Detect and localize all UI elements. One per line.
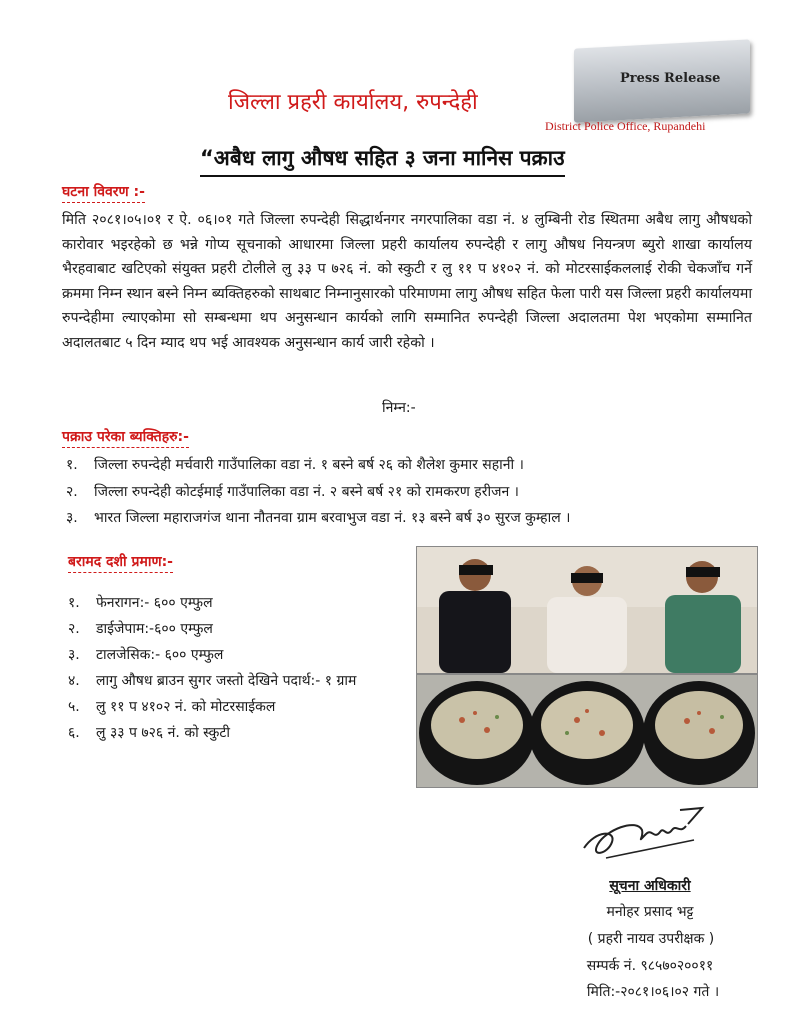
list-text: जिल्ला रुपन्देही मर्चवारी गाउँपालिका वडा नं. १ बस्ने बर्ष २६ को शैलेश कुमार सहानी । xyxy=(94,457,524,473)
evidence-item xyxy=(68,723,230,742)
headline: “अबैध लागु औषध सहित ३ जना मानिस पक्राउ xyxy=(200,144,565,177)
arrested-persons-photo xyxy=(416,546,758,674)
evidence-item xyxy=(68,697,275,716)
list-number: ६. xyxy=(68,725,80,741)
list-text: टालजेसिक:- ६०० एम्फुल xyxy=(96,647,224,663)
list-text: जिल्ला रुपन्देही कोटईमाई गाउँपालिका वडा नं. २ बस्ने बर्ष २१ को रामकरण हरीजन । xyxy=(94,484,519,500)
signatory-name: मनोहर प्रसाद भट्ट xyxy=(606,904,694,920)
list-number: ३. xyxy=(66,510,78,526)
incident-body: मिति २०८१।०५।०१ र ऐ. ०६।०१ गते जिल्ला रुपन्देही सिद्धार्थनगर नगरपालिका वडा नं. ४ लुम्बिनी रोड स्थितमा अबैध लागु औषधको कारोवार भइरहेको छ भन्ने गोप्य सूचनाको आधारमा जिल्ला प्रहरी कार्यालय रुपन्देही र लागु औषध नियन्त्रण ब्युरो शाखा कार्यालय भैरहवाबाट खटिएको संयुक्त प्रहरी टोलीले लु ३३ प ७२६ नं. को स्कुटी र लु ११ प ४१०२ नं. को मोटरसाईकललाई रोकी चेकजाँच गर्ने क्रममा निम्न स्थान बस्ने निम्न ब्यक्तिहरुको साथबाट निम्नानुसारको परिमाणमा लागु औषध सहित फेला पारी यस जिल्ला प्रहरी कार्यालयमा रुपन्देहीमा ल्याएकोमा सो सम्बन्धमा थप अनुसन्धान कार्यको लागि सम्मानित रुपन्देही जिल्ला अदालतमा पेश भएकोमा सम्मानित अदालतबाट ५ दिन म्याद थप भई आवश्यक अनुसन्धान कार्य जारी रहेको । xyxy=(62,212,752,351)
list-text: फेनरागन:- ६०० एम्फुल xyxy=(96,595,213,611)
list-text: डाईजेपाम:-६०० एम्फुल xyxy=(96,621,213,637)
contact-number: सम्पर्क नं. ९८५७०२००११ xyxy=(586,958,714,974)
list-text: लु ११ प ४१०२ नं. को मोटरसाईकल xyxy=(96,699,276,715)
release-date: मिति:-२०८१।०६।०२ गते । xyxy=(586,984,720,1000)
arrested-item xyxy=(66,455,524,474)
arrested-item xyxy=(66,482,519,501)
list-number: ४. xyxy=(68,673,80,689)
press-release-label: Press Release xyxy=(620,71,721,86)
list-number: २. xyxy=(66,484,78,500)
list-text: भारत जिल्ला महाराजगंज थाना नौतनवा ग्राम बरवाभुज वडा नं. १३ बस्ने बर्ष ३० सुरज कुम्हाल । xyxy=(94,510,571,526)
evidence-item xyxy=(68,619,213,638)
office-name-nepali: जिल्ला प्रहरी कार्यालय, रुपन्देही xyxy=(228,90,478,115)
list-text: लु ३३ प ७२६ नं. को स्कुटी xyxy=(96,725,231,741)
office-name-english: District Police Office, Rupandehi xyxy=(545,119,706,133)
seized-drugs-photo xyxy=(416,674,758,788)
evidence-item xyxy=(68,645,223,664)
list-number: ३. xyxy=(68,647,80,663)
evidence-section-title: बरामद दशी प्रमाण:- xyxy=(68,552,173,573)
arrested-section-title: पक्राउ परेका ब्यक्तिहरु:- xyxy=(62,427,189,448)
below-label: निम्न:- xyxy=(382,400,416,416)
list-number: १. xyxy=(66,457,78,473)
signatory-title: सूचना अधिकारी xyxy=(609,878,691,894)
signature-icon xyxy=(576,800,716,874)
list-text: लागु औषध ब्राउन सुगर जस्तो देखिने पदार्थ:- १ ग्राम xyxy=(96,673,357,689)
incident-section-title: घटना विवरण :- xyxy=(62,182,145,203)
evidence-item xyxy=(68,593,213,612)
arrested-item xyxy=(66,508,570,527)
evidence-item xyxy=(68,671,356,690)
list-number: १. xyxy=(68,595,80,611)
list-number: ५. xyxy=(68,699,80,715)
signatory-rank: ( प्रहरी नायव उपरीक्षक ) xyxy=(587,931,715,947)
list-number: २. xyxy=(68,621,80,637)
